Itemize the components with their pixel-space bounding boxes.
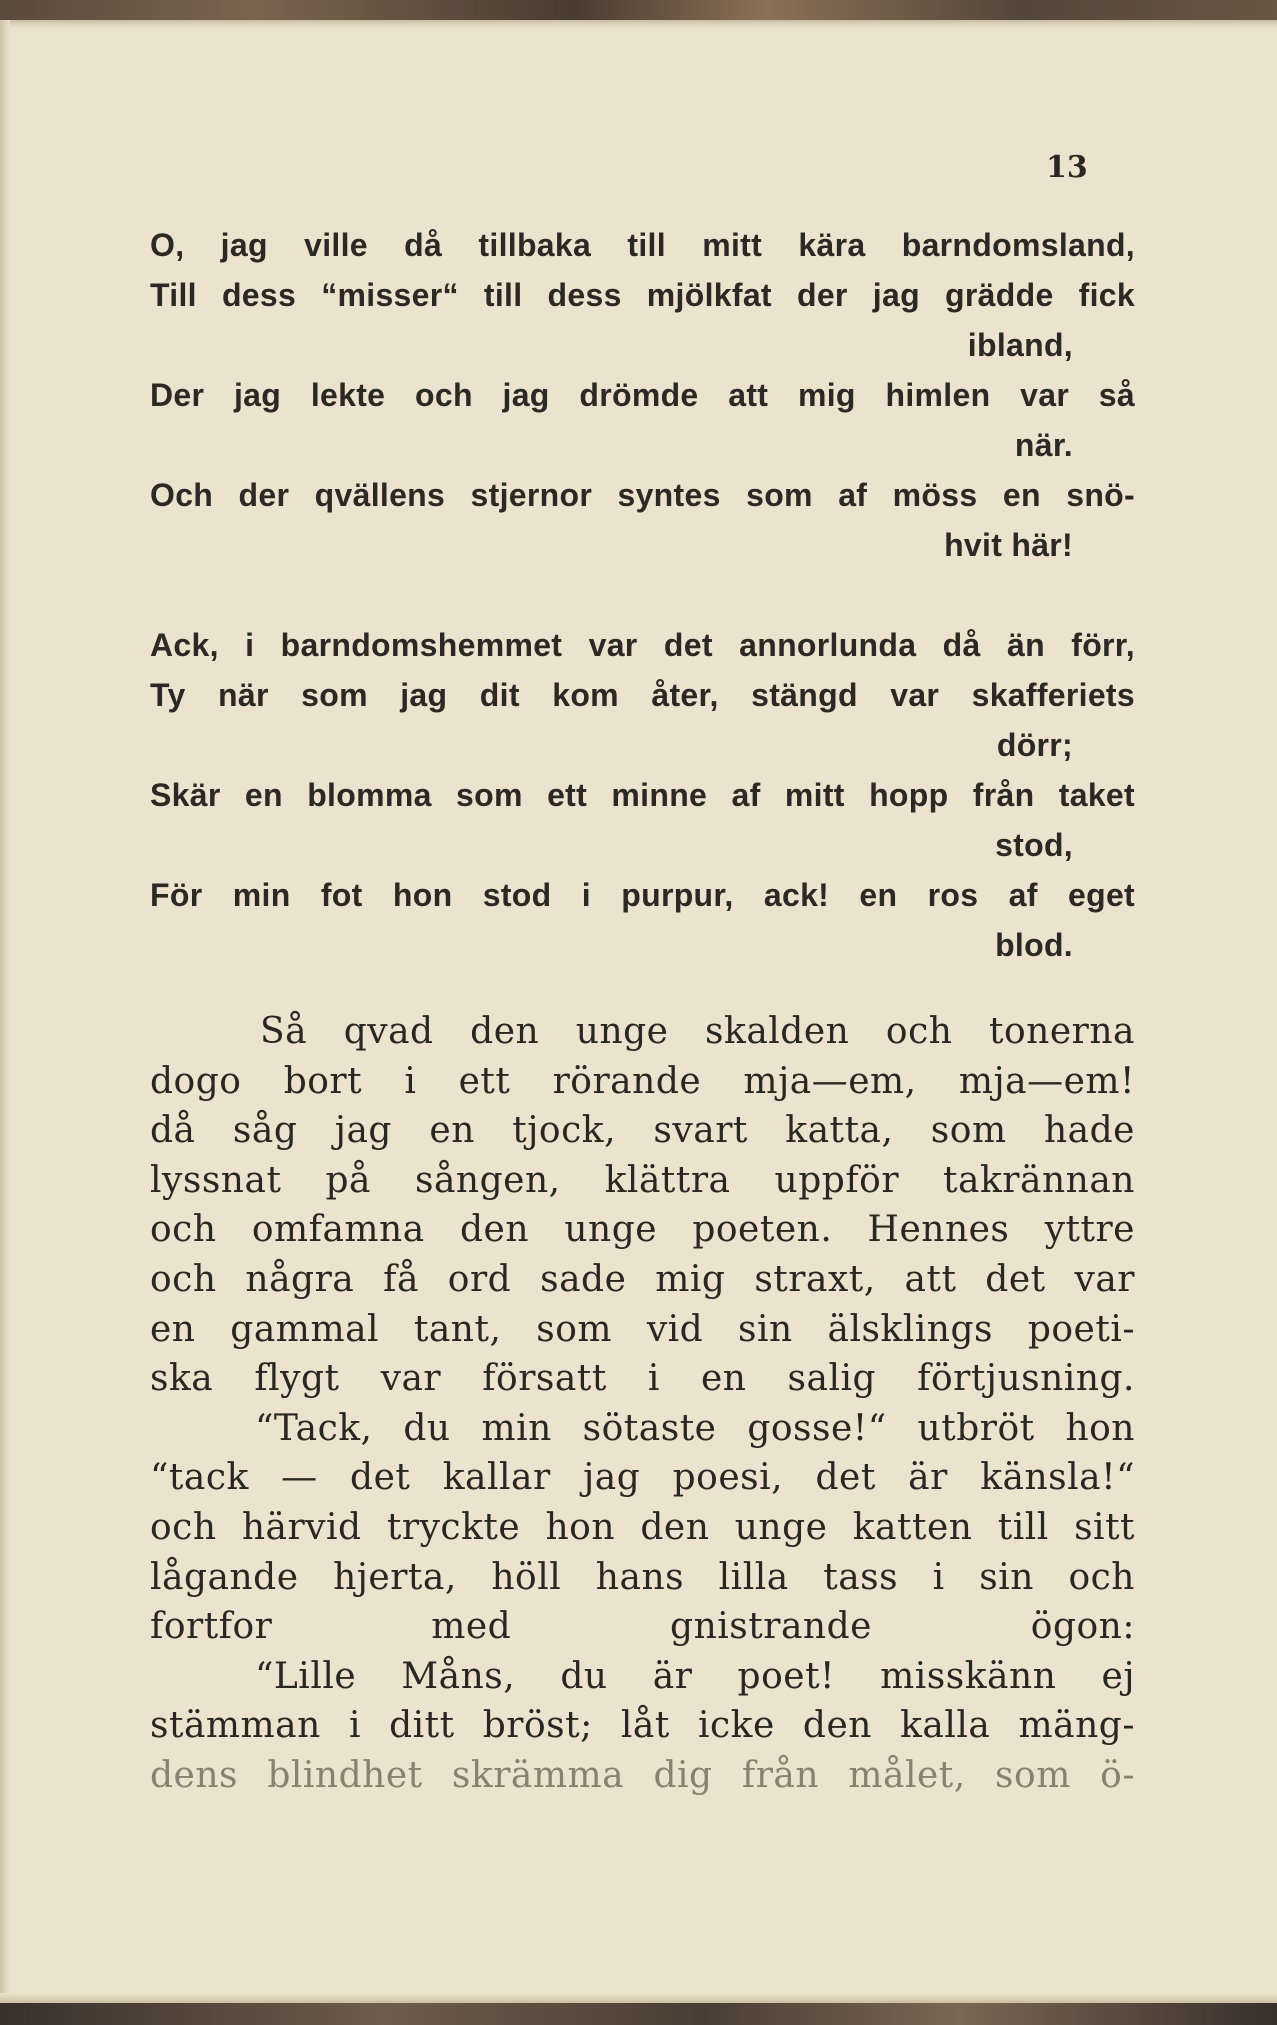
- poem-line: Ty när som jag dit kom åter, stängd var skafferiets: [150, 677, 1135, 713]
- poem-line: Ack, i barndomshemmet var det annorlunda då än förr,: [150, 627, 1135, 663]
- prose-line: stämman i ditt bröst; låt icke den kalla mäng-: [150, 1705, 1135, 1747]
- prose-line: och härvid tryckte hon den unge katten till sitt: [150, 1506, 1135, 1548]
- prose-line: Så qvad den unge skalden och tonerna: [260, 1011, 1135, 1052]
- prose-line: dogo bort i ett rörande mja—em, mja—em!: [150, 1060, 1135, 1102]
- prose-line: lyssnat på sången, klättra uppför takrännan: [150, 1159, 1135, 1201]
- poem-stanza: [150, 220, 1135, 570]
- page-left-edge: [0, 20, 10, 2005]
- prose-line: fortfor med gnistrande ögon:: [150, 1606, 1135, 1648]
- page-number: 13: [1046, 150, 1088, 185]
- prose-line: dens blindhet skrämma dig från målet, som ö-: [150, 1754, 1135, 1796]
- prose-line: och några få ord sade mig straxt, att det var: [150, 1258, 1135, 1300]
- prose-line: och omfamna den unge poeten. Hennes yttre: [150, 1209, 1135, 1251]
- poem-line-continuation: hvit här!: [944, 527, 1073, 563]
- poem: [150, 220, 1135, 970]
- poem-line-continuation: ibland,: [967, 327, 1073, 363]
- poem-stanza: [150, 620, 1135, 970]
- poem-line: Der jag lekte och jag drömde att mig himlen var så: [150, 377, 1135, 413]
- prose-line: “Lille Måns, du är poet! misskänn ej: [255, 1655, 1135, 1697]
- prose-line: “Tack, du min sötaste gosse!“ utbröt hon: [255, 1407, 1135, 1449]
- poem-line: O, jag ville då tillbaka till mitt kära barndomsland,: [150, 227, 1135, 263]
- prose-line: lågande hjerta, höll hans lilla tass i sin och: [150, 1556, 1135, 1598]
- prose-text: [150, 1007, 1135, 1801]
- poem-line: Och der qvällens stjernor syntes som af möss en snö-: [150, 477, 1135, 513]
- prose-line: då såg jag en tjock, svart katta, som hade: [150, 1110, 1135, 1152]
- page-top-edge: [0, 0, 1277, 20]
- poem-line: Skär en blomma som ett minne af mitt hopp från taket: [150, 777, 1135, 813]
- prose-line: en gammal tant, som vid sin älsklings poeti-: [150, 1308, 1135, 1350]
- poem-line-continuation: blod.: [995, 927, 1073, 963]
- page-bottom-edge: [0, 2003, 1277, 2025]
- poem-line-continuation: stod,: [995, 827, 1073, 863]
- poem-line-continuation: när.: [1014, 427, 1073, 463]
- prose-line: ska flygt var försatt i en salig förtjusning.: [150, 1358, 1135, 1400]
- poem-line: Till dess “misser“ till dess mjölkfat der jag grädde fick: [150, 277, 1135, 313]
- poem-line-continuation: dörr;: [996, 727, 1073, 763]
- prose-line: “tack — det kallar jag poesi, det är känsla!“: [150, 1457, 1135, 1499]
- poem-line: För min fot hon stod i purpur, ack! en ros af eget: [150, 877, 1135, 913]
